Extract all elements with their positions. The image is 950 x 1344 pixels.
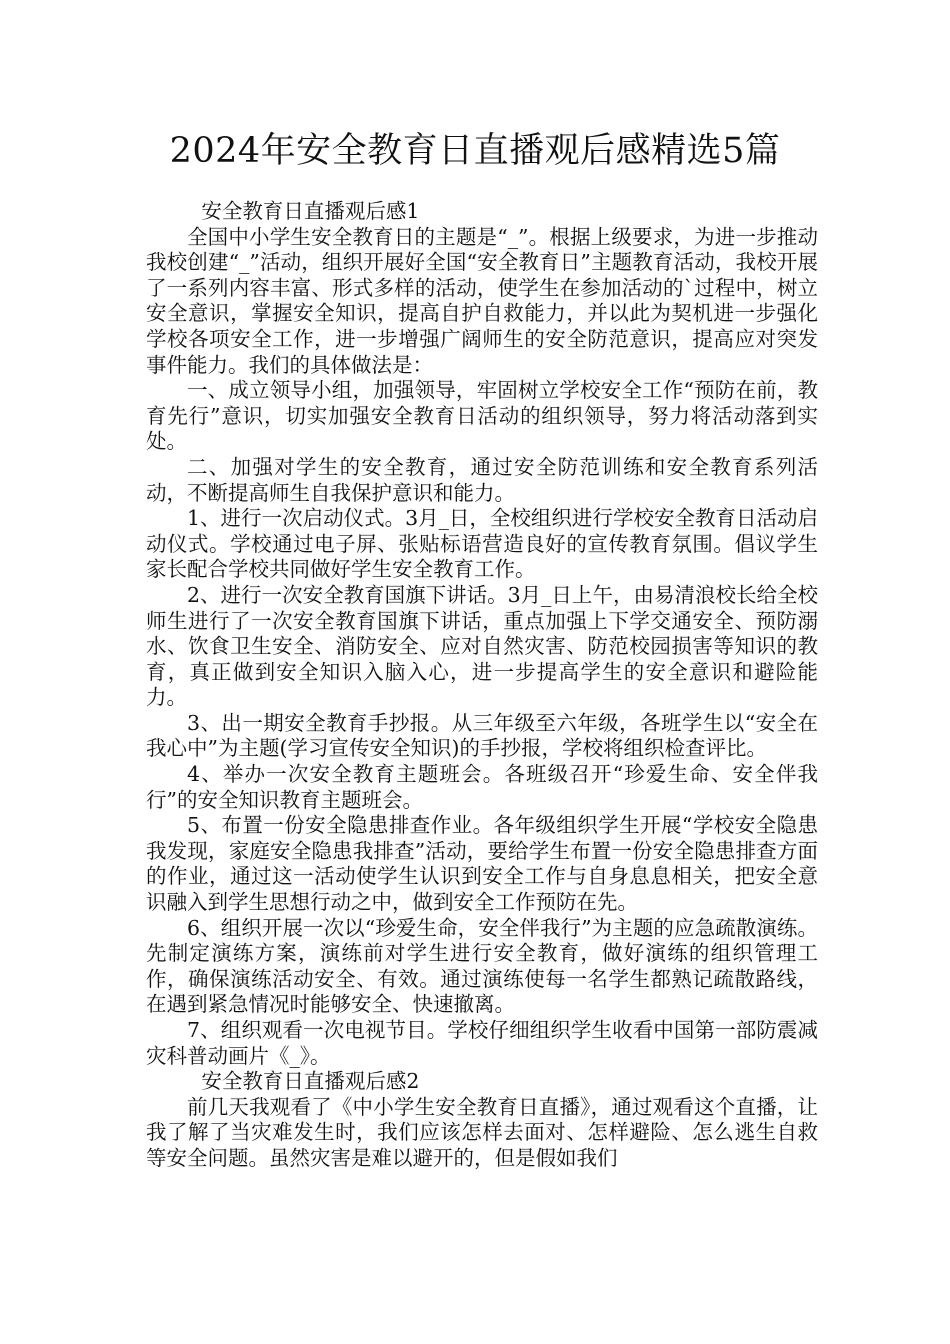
document-title: 2024年安全教育日直播观后感精选5篇 <box>169 131 781 171</box>
paragraph: 一、成立领导小组，加强领导，牢固树立学校安全工作“预防在前，教育先行”意识，切实加强安全教育日活动的组织领导，努力将活动落到实处。 <box>146 378 818 454</box>
paragraph: 1、进行一次启动仪式。3月_日，全校组织进行学校安全教育日活动启动仪式。学校通过电子屏、张贴标语营造良好的宣传教育氛围。倡议学生家长配合学校共同做好学生安全教育工作。 <box>146 506 818 582</box>
paragraph: 7、组织观看一次电视节目。学校仔细组织学生收看中国第一部防震减灾科普动画片《_》。 <box>146 1018 818 1068</box>
paragraph: 前几天我观看了《中小学生安全教育日直播》，通过观看这个直播，让我了解了当灾难发生时，我们应该怎样去面对、怎样避险、怎么逃生自救等安全问题。虽然灾害是难以避开的，但是假如我们 <box>146 1094 818 1170</box>
section-heading-1: 安全教育日直播观后感1 <box>201 199 420 223</box>
paragraph: 4、举办一次安全教育主题班会。各班级召开“珍爱生命、安全伴我行”的安全知识教育主题班会。 <box>146 762 818 812</box>
section-heading-2: 安全教育日直播观后感2 <box>201 1069 420 1094</box>
paragraph: 3、出一期安全教育手抄报。从三年级至六年级，各班学生以“安全在我心中”为主题(学习宣传安全知识)的手抄报，学校将组织检查评比。 <box>146 710 818 761</box>
paragraph: 二、加强对学生的安全教育，通过安全防范训练和安全教育系列活动，不断提高师生自我保护意识和能力。 <box>146 454 818 505</box>
paragraph: 6、组织开展一次以“珍爱生命，安全伴我行”为主题的应急疏散演练。先制定演练方案，演练前对学生进行安全教育，做好演练的组织管理工作，确保演练活动安全、有效。通过演练使每一名学生都熟记疏散路线，在遇到紧急情况时能够安全、快速撤离。 <box>146 915 818 1017</box>
document-body <box>146 199 818 1172</box>
paragraph: 5、布置一份安全隐患排查作业。各年级组织学生开展“学校安全隐患我发现，家庭安全隐患我排查”活动，要给学生布置一份安全隐患排查方面的作业，通过这一活动使学生认识到安全工作与自身息息相关，把安全意识融入到学生思想行动之中，做到安全工作预防在先。 <box>146 813 818 915</box>
paragraph: 全国中小学生安全教育日的主题是“_”。根据上级要求，为进一步推动我校创建“_”活动，组织开展好全国“安全教育日”主题教育活动，我校开展了一系列内容丰富、形式多样的活动，使学生在参加活动的`过程中，树立安全意识，掌握安全知识，提高自护自救能力，并以此为契机进一步强化学校各项安全工作，进一步增强广阔师生的安全防范意识，提高应对突发事件能力。我们的具体做法是： <box>146 224 818 377</box>
paragraph: 2、进行一次安全教育国旗下讲话。3月_日上午，由易清浪校长给全校师生进行了一次安全教育国旗下讲话，重点加强上下学交通安全、预防溺水、饮食卫生安全、消防安全、应对自然灾害、防范校园损害等知识的教育，真正做到安全知识入脑入心，进一步提高学生的安全意识和避险能力。 <box>146 582 818 710</box>
